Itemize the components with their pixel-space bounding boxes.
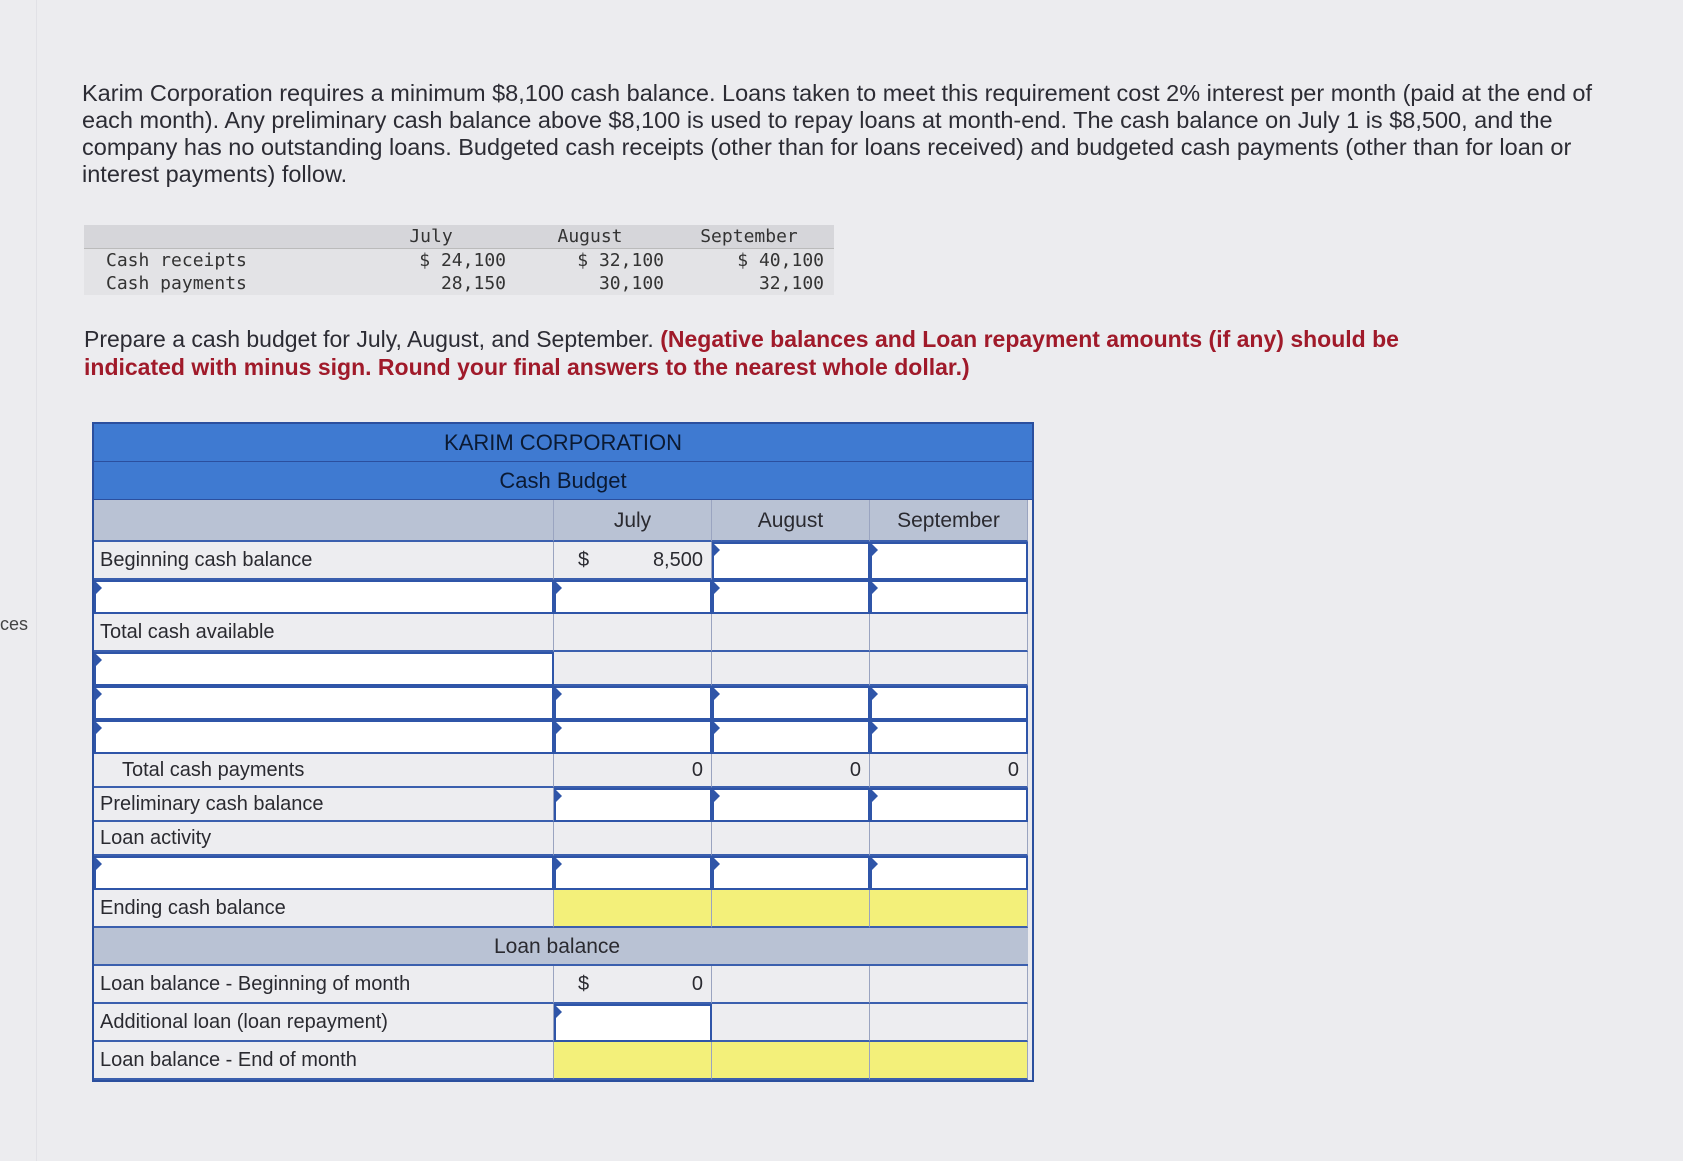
left-rail bbox=[0, 0, 37, 1161]
payment-1-september bbox=[870, 652, 1028, 686]
preliminary-september-input[interactable] bbox=[870, 788, 1028, 822]
loan-begin-label: Loan balance - Beginning of month bbox=[94, 966, 554, 1004]
given-header-july: July bbox=[356, 225, 516, 249]
loan-begin-september bbox=[870, 966, 1028, 1004]
payment-label-input-1[interactable] bbox=[94, 652, 554, 686]
total-available-september bbox=[870, 614, 1028, 652]
additional-loan-september bbox=[870, 1004, 1028, 1042]
loan-begin-july-value: 0 bbox=[691, 973, 703, 995]
payment-label-input-3[interactable] bbox=[94, 720, 554, 754]
ending-balance-september bbox=[870, 890, 1028, 928]
loan-activity-september bbox=[870, 822, 1028, 856]
loan-end-july bbox=[554, 1042, 712, 1080]
preliminary-august-input[interactable] bbox=[712, 788, 870, 822]
given-data-table bbox=[84, 225, 834, 295]
beginning-cash-july bbox=[554, 542, 712, 580]
payment-label-input-2[interactable] bbox=[94, 686, 554, 720]
additional-loan-august bbox=[712, 1004, 870, 1042]
budget-title: Cash Budget bbox=[94, 462, 1032, 500]
loan-activity-july-input[interactable] bbox=[554, 856, 712, 890]
instructions bbox=[84, 325, 1504, 381]
col-header-july: July bbox=[554, 500, 712, 542]
loan-end-label: Loan balance - End of month bbox=[94, 1042, 554, 1080]
cell-value: $ 32,100 bbox=[516, 249, 674, 273]
instruction-emphasis: (Negative balances and Loan repayment amounts (if any) should be indicated with minus sign. Round your final answers to the nearest whole dollar.) bbox=[84, 326, 1399, 380]
cash-budget-form bbox=[92, 422, 1034, 1082]
receipts-september-input[interactable] bbox=[870, 580, 1028, 614]
beginning-cash-july-value: 8,500 bbox=[652, 549, 703, 571]
loan-activity-september-input[interactable] bbox=[870, 856, 1028, 890]
instruction-plain: Prepare a cash budget for July, August, and September. bbox=[84, 326, 654, 352]
row-label: Cash receipts bbox=[84, 249, 356, 273]
payment-3-september-input[interactable] bbox=[870, 720, 1028, 754]
preliminary-july-input[interactable] bbox=[554, 788, 712, 822]
loan-end-september bbox=[870, 1042, 1028, 1080]
payment-1-august bbox=[712, 652, 870, 686]
cell-value: 30,100 bbox=[516, 272, 674, 295]
total-payments-label: Total cash payments bbox=[94, 754, 554, 788]
col-header-august: August bbox=[712, 500, 870, 542]
beginning-cash-august-input[interactable] bbox=[712, 542, 870, 580]
table-row bbox=[84, 249, 834, 273]
loan-activity-label-input[interactable] bbox=[94, 856, 554, 890]
table-row bbox=[84, 272, 834, 295]
side-label: ces bbox=[0, 614, 29, 634]
col-header-september: September bbox=[870, 500, 1028, 542]
cell-value: 32,100 bbox=[674, 272, 834, 295]
payment-2-august-input[interactable] bbox=[712, 686, 870, 720]
currency-symbol: $ bbox=[578, 549, 590, 571]
loan-activity-august-input[interactable] bbox=[712, 856, 870, 890]
currency-symbol: $ bbox=[578, 973, 590, 995]
total-payments-july: 0 bbox=[554, 754, 712, 788]
loan-end-august bbox=[712, 1042, 870, 1080]
given-header-blank bbox=[84, 225, 356, 249]
loan-begin-july bbox=[554, 966, 712, 1004]
additional-loan-label: Additional loan (loan repayment) bbox=[94, 1004, 554, 1042]
total-payments-august: 0 bbox=[712, 754, 870, 788]
ending-balance-august bbox=[712, 890, 870, 928]
company-title: KARIM CORPORATION bbox=[94, 424, 1032, 462]
total-payments-september: 0 bbox=[870, 754, 1028, 788]
loan-activity-july bbox=[554, 822, 712, 856]
total-available-label: Total cash available bbox=[94, 614, 554, 652]
total-available-july bbox=[554, 614, 712, 652]
header-blank bbox=[94, 500, 554, 542]
loan-activity-august bbox=[712, 822, 870, 856]
payment-3-july-input[interactable] bbox=[554, 720, 712, 754]
cell-value: $ 24,100 bbox=[356, 249, 516, 273]
preliminary-balance-label: Preliminary cash balance bbox=[94, 788, 554, 822]
receipts-label-input[interactable] bbox=[94, 580, 554, 614]
payment-1-july bbox=[554, 652, 712, 686]
given-header-september: September bbox=[674, 225, 834, 249]
beginning-cash-september-input[interactable] bbox=[870, 542, 1028, 580]
payment-2-july-input[interactable] bbox=[554, 686, 712, 720]
receipts-august-input[interactable] bbox=[712, 580, 870, 614]
cell-value: 28,150 bbox=[356, 272, 516, 295]
beginning-cash-label: Beginning cash balance bbox=[94, 542, 554, 580]
budget-grid bbox=[94, 500, 1032, 1080]
row-label: Cash payments bbox=[84, 272, 356, 295]
loan-balance-header: Loan balance bbox=[94, 928, 1028, 966]
cell-value: $ 40,100 bbox=[674, 249, 834, 273]
ending-balance-label: Ending cash balance bbox=[94, 890, 554, 928]
payment-2-september-input[interactable] bbox=[870, 686, 1028, 720]
additional-loan-july-input[interactable] bbox=[554, 1004, 712, 1042]
loan-begin-august bbox=[712, 966, 870, 1004]
receipts-july-input[interactable] bbox=[554, 580, 712, 614]
problem-text: Karim Corporation requires a minimum $8,100 cash balance. Loans taken to meet this requirement cost 2% interest per month (paid at the end of each month). Any preliminary cash balance above $8,100 is used to repay loans at month-end. The cash balance on July 1 is $8,500, and the company has no outstanding loans. Budgeted cash receipts (other than for loans received) and budgeted cash payments (other than for loan or interest payments) follow. bbox=[82, 80, 1593, 187]
given-header-august: August bbox=[516, 225, 674, 249]
ending-balance-july bbox=[554, 890, 712, 928]
payment-3-august-input[interactable] bbox=[712, 720, 870, 754]
total-available-august bbox=[712, 614, 870, 652]
loan-activity-label: Loan activity bbox=[94, 822, 554, 856]
